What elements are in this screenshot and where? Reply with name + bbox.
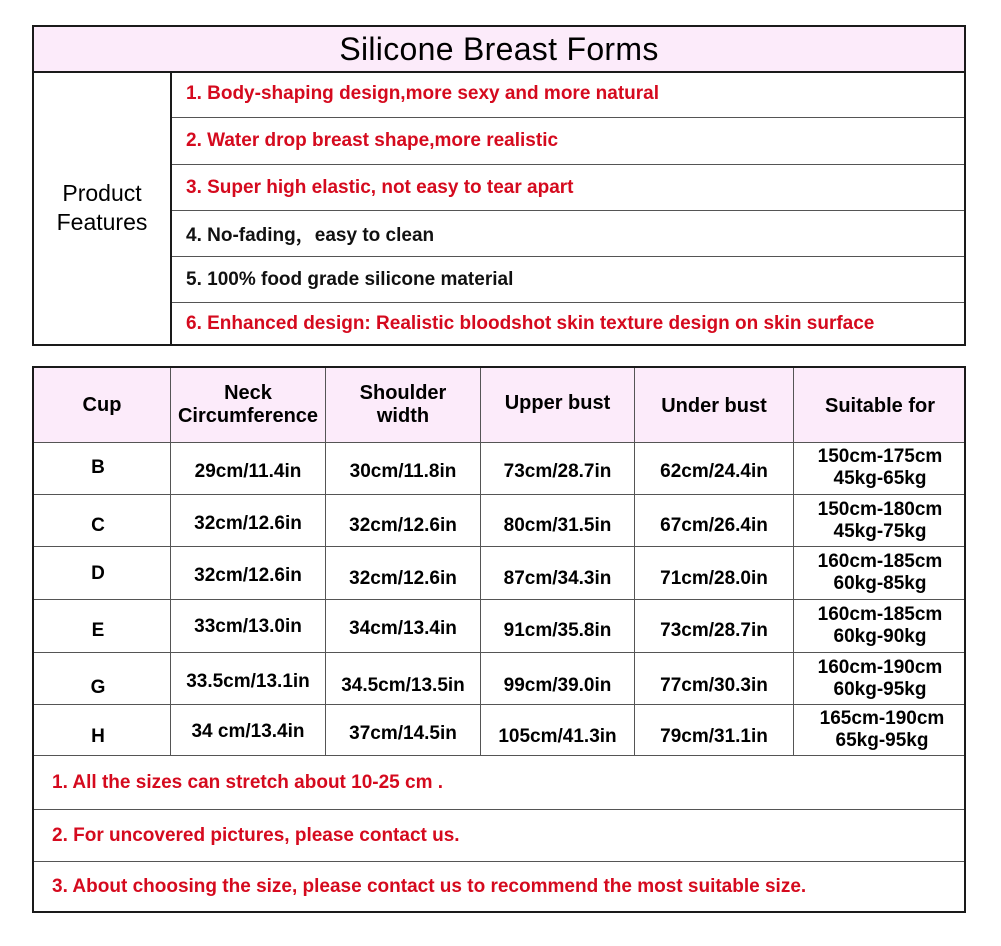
product-features-label	[34, 71, 172, 344]
cell-neck: 32cm/12.6in	[194, 564, 302, 586]
header-neck	[171, 368, 325, 442]
cell-suitable-for	[794, 442, 966, 494]
feature-item-4: 4. No-fading，easy to clean	[172, 211, 964, 257]
note-3: 3. About choosing the size, please contact us to recommend the most suitable size.	[52, 875, 807, 897]
cell-cup: H	[91, 725, 105, 747]
suitable-weight: 60kg-95kg	[833, 678, 927, 700]
cell-upper-bust: 87cm/34.3in	[503, 567, 612, 589]
feature-item-3: 3. Super high elastic, not easy to tear apart	[172, 165, 964, 211]
header-suitable-for	[794, 368, 966, 444]
header-upper-bust-text: Upper bust	[504, 391, 611, 414]
note-2: 2. For uncovered pictures, please contact us.	[52, 824, 460, 846]
cell-cup: D	[91, 562, 105, 584]
table-title: Silicone Breast Forms	[34, 27, 964, 73]
features-table	[32, 25, 966, 346]
cell-neck: 33.5cm/13.1in	[186, 671, 310, 692]
cell-suitable-for	[796, 705, 968, 755]
side-label-line1: Product	[62, 179, 142, 206]
cell-shoulder: 34cm/13.4in	[349, 618, 457, 639]
feature-item-5: 5. 100% food grade silicone material	[172, 257, 964, 303]
header-shoulder-line1: Shoulder	[359, 382, 447, 404]
cell-suitable-for	[794, 600, 966, 652]
cell-shoulder: 32cm/12.6in	[349, 567, 457, 589]
cell-upper-bust: 105cm/41.3in	[498, 725, 617, 747]
header-suitable-for-text: Suitable for	[824, 394, 935, 417]
suitable-weight: 65kg-95kg	[835, 730, 929, 751]
cell-suitable-for	[794, 653, 966, 704]
header-shoulder	[326, 368, 480, 442]
cell-upper-bust: 80cm/31.5in	[503, 515, 612, 536]
suitable-height: 150cm-180cm	[817, 498, 943, 520]
cell-upper-bust: 99cm/39.0in	[503, 675, 612, 696]
cell-under-bust: 71cm/28.0in	[660, 567, 768, 589]
cell-shoulder: 32cm/12.6in	[349, 515, 457, 536]
suitable-height: 160cm-185cm	[817, 551, 943, 572]
suitable-weight: 45kg-65kg	[833, 468, 927, 489]
cell-upper-bust: 73cm/28.7in	[503, 461, 612, 482]
suitable-weight: 60kg-90kg	[833, 626, 927, 647]
size-table	[32, 366, 966, 913]
side-label-line2: Features	[56, 208, 148, 235]
cell-under-bust: 77cm/30.3in	[660, 675, 768, 696]
cell-cup: B	[91, 457, 105, 478]
cell-cup: G	[90, 677, 106, 698]
cell-neck: 34 cm/13.4in	[191, 720, 305, 742]
suitable-weight: 60kg-85kg	[833, 573, 927, 594]
header-shoulder-line2: width	[376, 405, 430, 427]
note-1: 1. All the sizes can stretch about 10-25 cm .	[52, 771, 444, 793]
cell-shoulder: 37cm/14.5in	[349, 722, 457, 744]
cell-shoulder: 30cm/11.8in	[349, 461, 457, 482]
suitable-height: 165cm-190cm	[819, 708, 945, 729]
cell-cup: E	[91, 620, 105, 641]
feature-item-6: 6. Enhanced design: Realistic bloodshot skin texture design on skin surface	[186, 312, 875, 334]
cell-neck: 33cm/13.0in	[194, 616, 302, 637]
header-neck-line2: Circumference	[177, 405, 319, 427]
header-under-bust	[635, 368, 793, 444]
header-neck-line1: Neck	[224, 382, 272, 404]
suitable-height: 160cm-190cm	[817, 656, 943, 678]
header-upper-bust	[481, 368, 634, 438]
cell-cup: C	[91, 515, 105, 536]
suitable-height: 160cm-185cm	[817, 604, 943, 625]
feature-item-1: 1. Body-shaping design,more sexy and more natural	[172, 71, 964, 118]
cell-under-bust: 79cm/31.1in	[660, 725, 768, 747]
cell-suitable-for	[794, 547, 966, 599]
suitable-height: 150cm-175cm	[817, 446, 943, 467]
cell-neck: 32cm/12.6in	[194, 513, 302, 534]
cell-under-bust: 67cm/26.4in	[660, 515, 768, 536]
suitable-weight: 45kg-75kg	[833, 520, 927, 542]
cell-upper-bust: 91cm/35.8in	[503, 620, 612, 641]
features-list	[172, 71, 964, 344]
header-cup-text: Cup	[82, 393, 122, 416]
header-cup	[34, 368, 170, 442]
feature-item-2: 2. Water drop breast shape,more realistic	[172, 118, 964, 165]
cell-neck: 29cm/11.4in	[194, 461, 302, 482]
cell-suitable-for	[794, 495, 966, 546]
cell-under-bust: 62cm/24.4in	[660, 461, 768, 482]
cell-under-bust: 73cm/28.7in	[660, 620, 768, 641]
cell-shoulder: 34.5cm/13.5in	[341, 675, 465, 696]
header-under-bust-text: Under bust	[661, 394, 767, 417]
